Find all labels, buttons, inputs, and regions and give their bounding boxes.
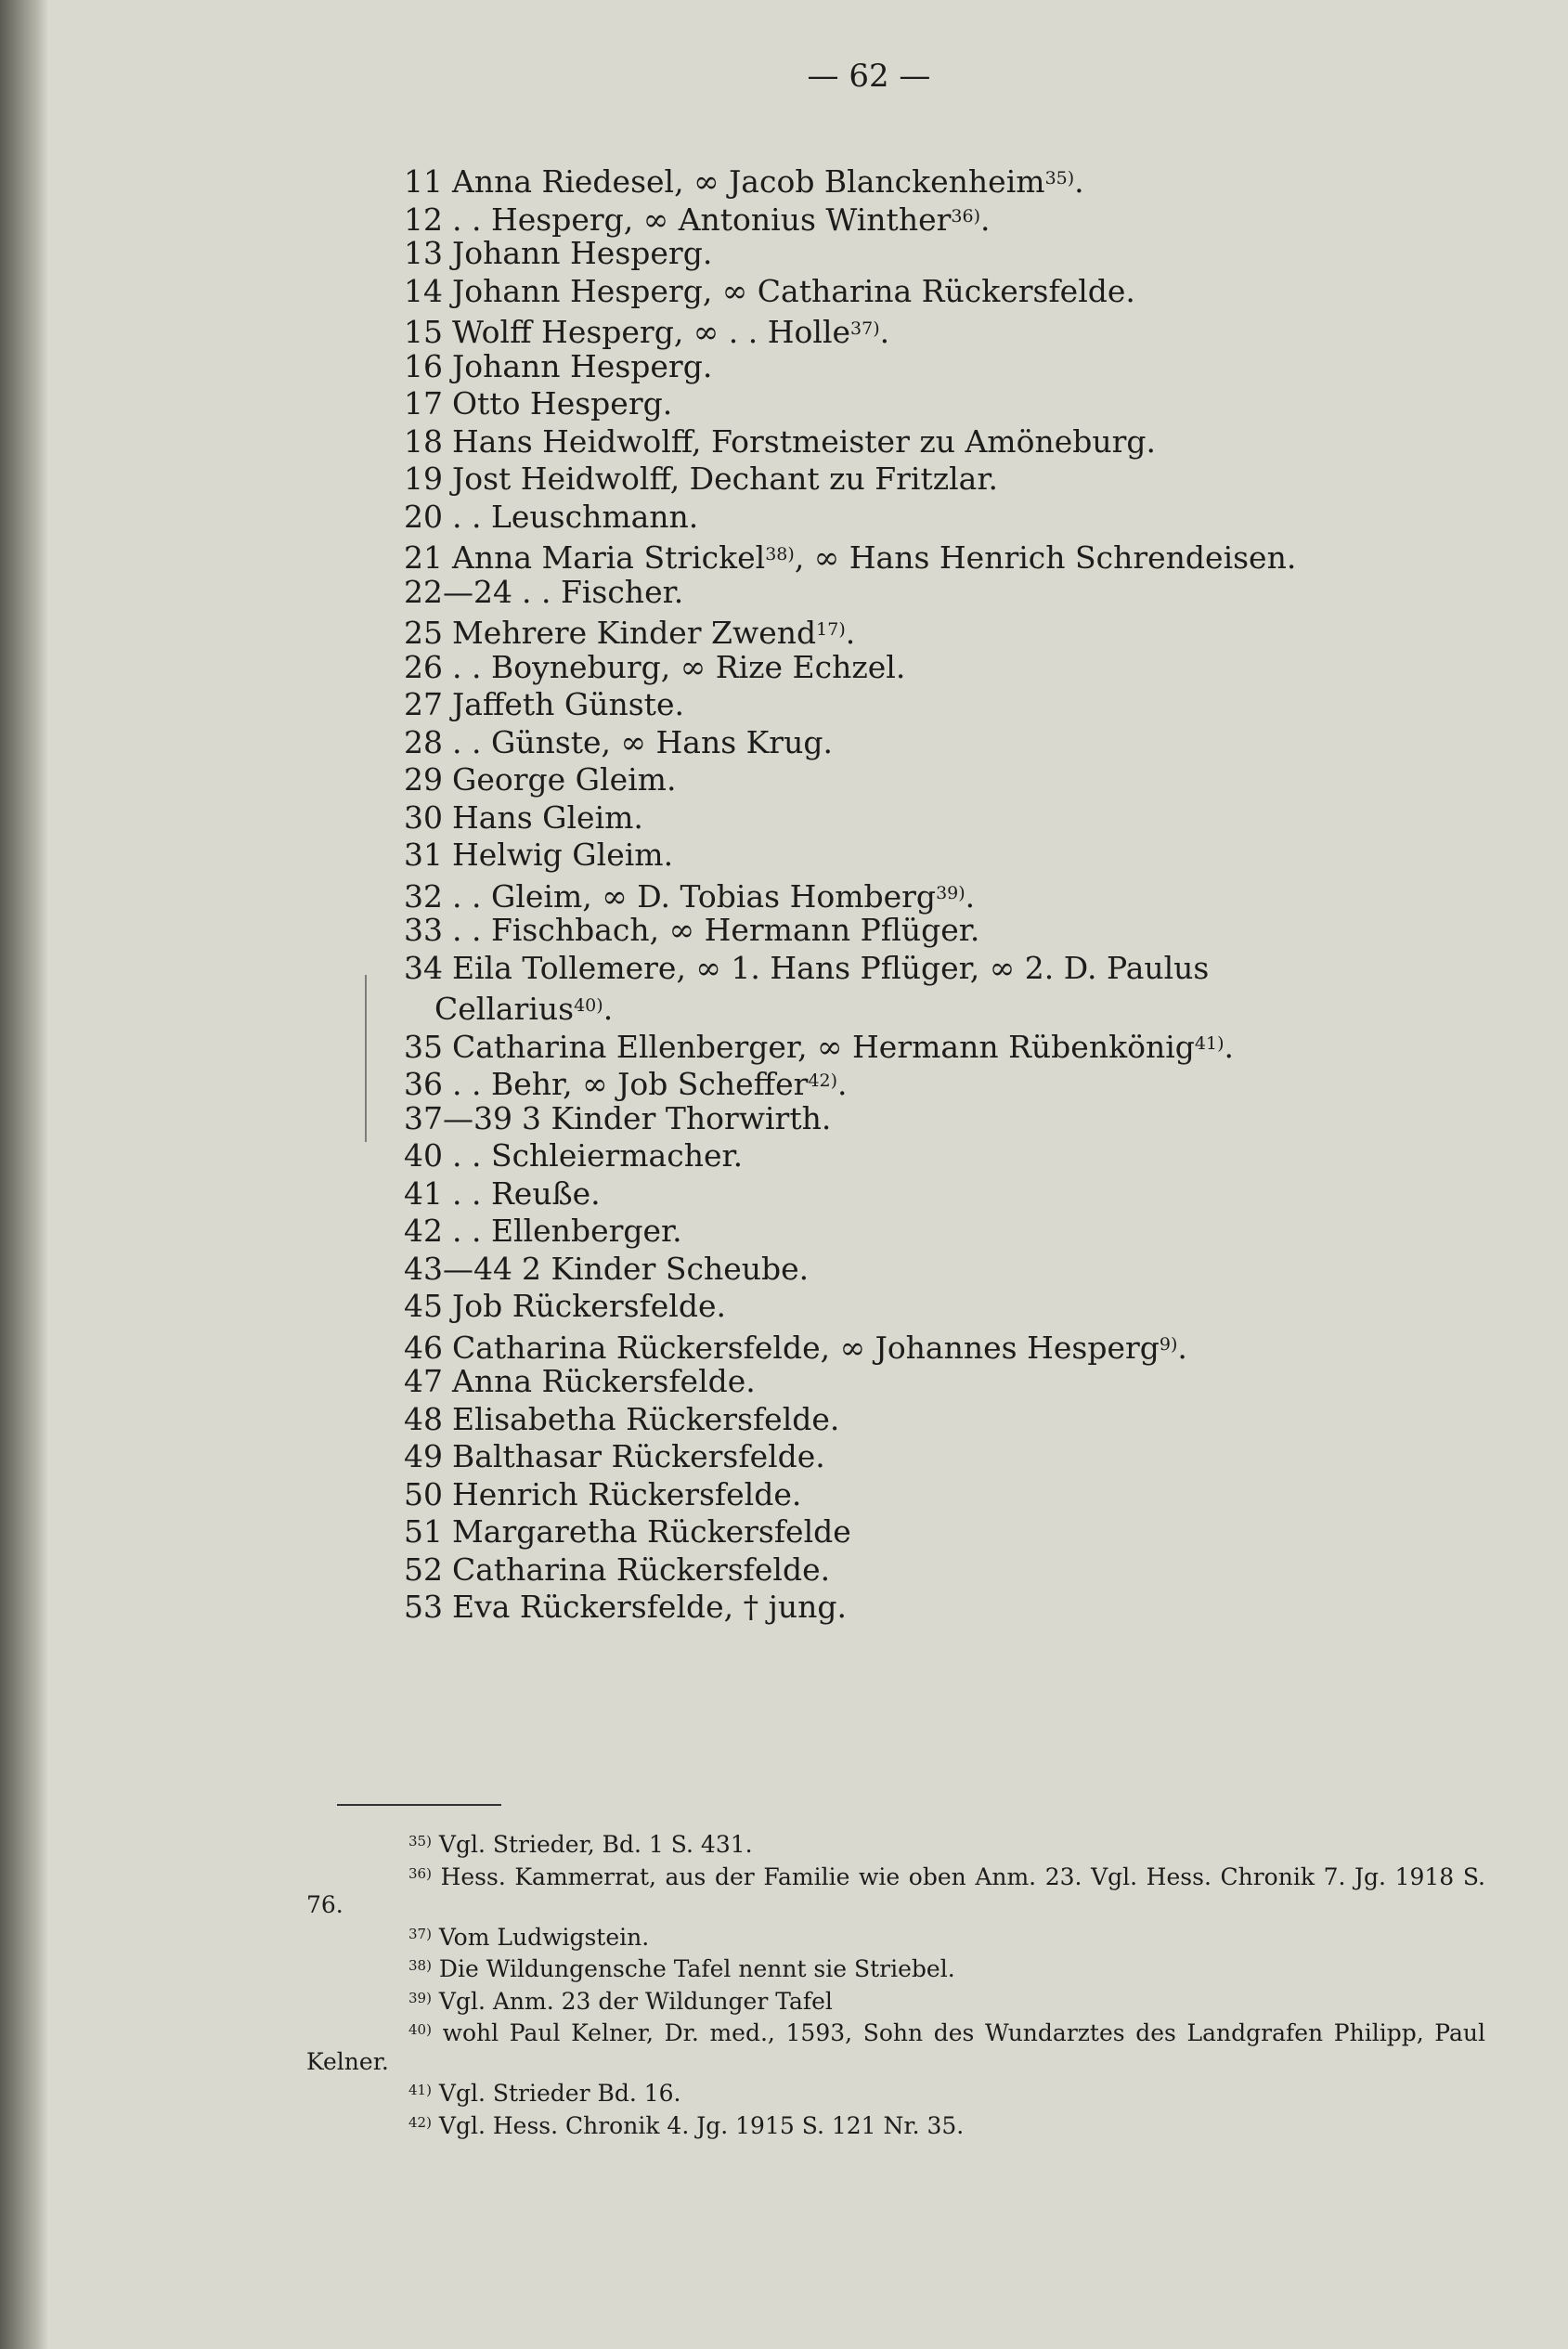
entry-number: 33 [404,912,443,948]
entry-text-tail: . [845,615,856,651]
entry-text-tail: . [603,991,614,1027]
footnote-mark: 40) [408,2021,432,2038]
list-entry [404,310,1499,348]
entry-text: Anna Riedesel, ∞ Jacob Blanckenheim [452,163,1045,200]
entry-number: 17 [404,385,443,422]
entry-number: 14 [404,272,443,309]
entry-text: Hans Gleim. [452,798,643,836]
entry-text: Margaretha Rückersfelde [452,1513,851,1550]
footnote [306,1827,1485,1860]
entry-number: 46 [404,1329,443,1366]
footnote [306,1952,1485,1984]
list-entry [404,761,1499,799]
entry-text: Job Rückersfelde. [452,1288,726,1324]
entry-number: 18 [404,422,443,460]
list-entry [404,724,1499,762]
entry-text: Johann Hesperg. [452,347,713,384]
footnote [306,1920,1485,1953]
list-entry [404,837,1499,875]
entry-number: 12 [404,201,443,238]
entry-text: Cellarius [434,991,575,1027]
entry-text: . . Hesperg, ∞ Antonius Winther [452,201,952,238]
entry-number: 25 [404,615,443,651]
entry-text: . . Fischer. [521,573,684,610]
list-entry [404,1551,1499,1590]
footnote-rule [337,1804,501,1806]
footnote-ref: 36) [951,205,980,227]
footnote [306,2016,1485,2076]
list-entry [404,912,1499,950]
entry-text-tail: . [837,1066,848,1102]
entry-text: . . Schleiermacher. [452,1137,744,1174]
footnote-mark: 35) [408,1833,432,1849]
list-entry [404,1326,1499,1364]
list-entry [404,875,1499,913]
list-entry [404,536,1499,574]
list-entry [404,1476,1499,1514]
footnote-ref: 39) [936,882,965,903]
entry-text: Eila Tollemere, ∞ 1. Hans Pflüger, ∞ 2. D. Paulus [452,949,1210,986]
entry-text: Henrich Rückersfelde. [452,1475,802,1512]
list-entry [404,1213,1499,1251]
footnote [306,2076,1485,2109]
entry-text-tail: , ∞ Hans Henrich Schrendeisen. [794,539,1297,576]
list-entry [404,611,1499,649]
footnote-text: wohl Paul Kelner, Dr. med., 1593, Sohn des Wundarztes des Landgrafen Philipp, Paul Kelner. [306,2019,1485,2075]
entry-text-tail: . [1224,1028,1234,1065]
footnote-text: Vgl. Strieder, Bd. 1 S. 431. [438,1831,753,1858]
list-entry [404,461,1499,499]
entry-text-tail: . [1177,1329,1187,1366]
entry-text: Hans Heidwolff, Forstmeister zu Amöneburg. [452,422,1157,460]
entry-text: . . Fischbach, ∞ Hermann Pflüger. [452,912,980,948]
entry-number: 13 [404,235,443,271]
entry-text: . . Boyneburg, ∞ Rize Echzel. [452,648,906,685]
entry-number: 21 [404,539,443,576]
entry-number: 19 [404,461,443,497]
entry-number: 26 [404,648,443,685]
footnote-mark: 42) [408,2113,432,2131]
footnote-ref: 35) [1044,168,1075,188]
list-entry [404,499,1499,537]
entry-text: Anna Maria Strickel [452,539,766,576]
footnote-text: Hess. Kammerrat, aus der Familie wie oben Anm. 23. Vgl. Hess. Chronik 7. Jg. 1918 S. 76. [306,1862,1485,1918]
entry-number: 28 [404,723,443,760]
list-entry [404,1363,1499,1401]
entry-number: 15 [404,314,443,350]
entry-text: Jost Heidwolff, Dechant zu Fritzlar. [452,461,998,497]
footnote-text: Vom Ludwigstein. [438,1923,650,1951]
footnote-ref: 40) [574,995,603,1016]
footnote-ref: 38) [765,544,795,565]
footnote-ref: 42) [808,1071,838,1091]
list-entry [404,1062,1499,1100]
footnote-ref: 41) [1194,1032,1225,1054]
entry-text: Elisabetha Rückersfelde. [452,1400,840,1437]
entry-text: Otto Hesperg. [452,385,673,422]
entry-text: 2 Kinder Scheube. [521,1250,810,1287]
entry-text: Helwig Gleim. [452,837,674,873]
entry-number: 52 [404,1551,443,1588]
footnote-mark: 36) [408,1864,432,1882]
footnote-text: Die Wildungensche Tafel nennt sie Striebel. [438,1955,955,1982]
entry-number: 49 [404,1438,443,1474]
list-entry [404,235,1499,273]
entry-text: Johann Hesperg, ∞ Catharina Rückersfelde. [452,272,1135,309]
entry-number: 51 [404,1513,443,1550]
list-entry [404,686,1499,724]
entry-number: 31 [404,837,443,873]
entry-text: George Gleim. [452,761,677,798]
entry-number: 16 [404,347,443,384]
footnotes [306,1827,1485,2140]
entry-text: Anna Rückersfelde. [452,1363,756,1399]
book-binding-edge [0,0,48,2349]
genealogy-list [404,160,1499,1627]
list-entry [404,1025,1499,1063]
list-entry [404,1288,1499,1326]
list-entry [404,1589,1499,1627]
pencil-margin-mark [365,975,367,1142]
entry-text: Balthasar Rückersfelde. [452,1438,825,1474]
entry-number: 50 [404,1475,443,1512]
entry-number: 41 [404,1174,443,1212]
list-entry [404,1438,1499,1476]
footnote [306,1984,1485,2017]
entry-number: 30 [404,798,443,836]
entry-text: . . Günste, ∞ Hans Krug. [452,723,833,760]
entry-number: 47 [404,1363,443,1399]
list-entry [404,649,1499,687]
list-entry [404,1175,1499,1213]
list-entry [404,1401,1499,1439]
entry-text: Johann Hesperg. [452,235,713,271]
list-entry [404,423,1499,461]
entry-number: 35 [404,1028,443,1065]
footnote-ref: 17) [816,619,846,640]
entry-text: Catharina Ellenberger, ∞ Hermann Rübenkönig [452,1028,1195,1065]
footnote [306,2109,1485,2141]
footnote-mark: 38) [408,1957,432,1974]
entry-text: . . Reuße. [452,1174,601,1212]
footnote-ref: 37) [850,318,880,339]
entry-number: 40 [404,1137,443,1174]
entry-number: 42 [404,1213,443,1249]
entry-text: Wolff Hesperg, ∞ . . Holle [452,314,851,350]
entry-text-tail: . [1074,163,1084,200]
entry-number: 48 [404,1400,443,1437]
footnote-mark: 41) [408,2082,432,2098]
list-entry [404,348,1499,386]
entry-text-tail: . [879,314,890,350]
entry-text-tail: . [965,877,976,915]
entry-number: 22—24 [404,573,512,610]
page-number: — 62 — [807,58,931,95]
entry-text: . . Behr, ∞ Job Scheffer [452,1066,809,1102]
entry-number: 32 [404,877,443,915]
entry-text: 3 Kinder Thorwirth. [521,1099,832,1136]
entry-text: . . Gleim, ∞ D. Tobias Homberg [452,877,937,915]
list-entry [404,273,1499,311]
footnote-ref: 9) [1159,1333,1178,1355]
list-entry [404,1100,1499,1138]
list-entry [404,950,1499,988]
entry-number: 43—44 [404,1250,512,1287]
entry-text: . . Ellenberger. [452,1213,682,1249]
list-entry [404,385,1499,423]
entry-number: 29 [404,761,443,798]
footnote-text: Vgl. Strieder Bd. 16. [438,2080,681,2107]
list-entry [404,574,1499,612]
entry-number: 45 [404,1288,443,1324]
footnote [306,1860,1485,1920]
footnote-mark: 39) [408,1989,432,2006]
list-entry [404,1513,1499,1551]
list-entry [404,987,1499,1025]
entry-number: 36 [404,1066,443,1102]
list-entry [404,1137,1499,1175]
list-entry [404,160,1499,198]
entry-number: 53 [404,1589,443,1625]
entry-text: Mehrere Kinder Zwend [452,615,817,651]
entry-text: Eva Rückersfelde, † jung. [452,1589,847,1625]
list-entry [404,1251,1499,1289]
footnote-text: Vgl. Hess. Chronik 4. Jg. 1915 S. 121 Nr. 35. [438,2111,965,2139]
entry-text: . . Leuschmann. [452,498,699,535]
footnote-mark: 37) [408,1925,432,1942]
entry-number: 11 [404,163,443,200]
entry-number: 20 [404,498,443,535]
entry-number: 37—39 [404,1099,512,1136]
entry-text: Catharina Rückersfelde, ∞ Johannes Hesperg [452,1329,1160,1366]
entry-number: 34 [404,949,443,986]
entry-text-tail: . [979,201,991,238]
list-entry [404,799,1499,837]
list-entry [404,198,1499,236]
entry-text: Catharina Rückersfelde. [452,1551,831,1588]
footnote-text: Vgl. Anm. 23 der Wildunger Tafel [438,1987,833,2015]
entry-text: Jaffeth Günste. [452,686,684,722]
entry-number: 27 [404,686,443,722]
